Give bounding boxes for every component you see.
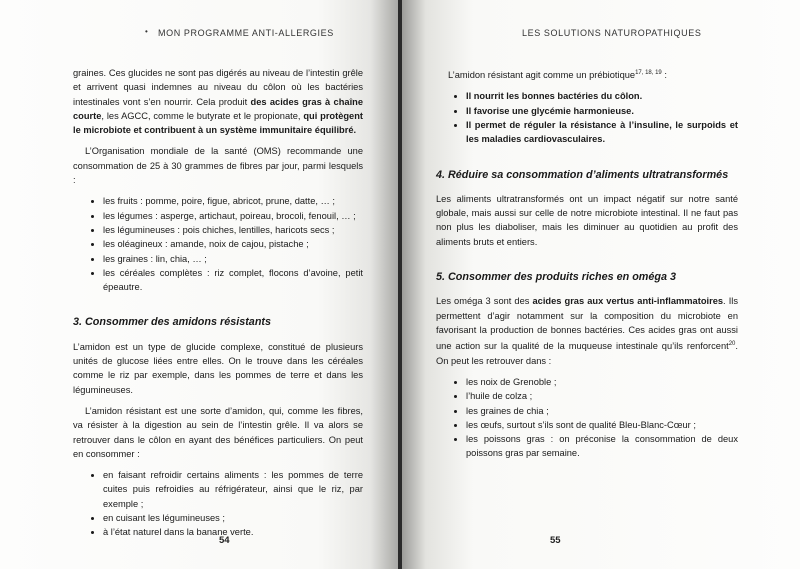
paragraph: L’amidon résistant agit comme un prébiotique$^{17, 18, 19}$ :: [448, 70, 667, 81]
right-page: [402, 0, 800, 569]
omega-list: [436, 375, 738, 461]
paragraph: Les aliments ultratransformés ont un impact négatif sur notre santé globale, mais aussi sur celle de notre microbiote intestinal. Il ne faut pas non plus les diaboliser, mais les diminuer au quotidien au profit des aliments bruts et entiers.: [436, 193, 738, 247]
fiber-list: [73, 194, 363, 294]
section-heading: 3. Consommer des amidons résistants: [73, 316, 272, 329]
list-item: • les noix de Grenoble ;: [466, 375, 738, 389]
list-item: • les légumineuses : pois chiches, lentilles, haricots secs ;: [103, 223, 363, 237]
page-number-left: 54: [219, 535, 230, 546]
list-item: • les légumes : asperge, artichaut, poireau, brocoli, fenouil, … ;: [103, 209, 363, 223]
paragraph: Les oméga 3 sont des acides gras aux vertus anti-inflammatoires. Ils permettent d’agir notamment sur la composition du microbiote en favorisant la production de bonnes bactéries. Ces acides gras ont aussi une action sur la qualité de la muqueuse intestinale qu’ils renforcent$^{20}$. On peut les retrouver dans :: [436, 296, 738, 366]
section-heading: 4. Réduire sa consommation d’aliments ultratransformés: [436, 168, 729, 181]
list-item: • les oléagineux : amande, noix de cajou, pistache ;: [103, 237, 363, 251]
paragraph: L’amidon est un type de glucide complexe, constitué de plusieurs unités de glucose liées entre elles. On le trouve dans les céréales comme le riz par exemple, dans les pommes de terre et dans les légumineuses.: [73, 341, 363, 395]
running-head-left: MON PROGRAMME ANTI-ALLERGIES: [158, 28, 334, 38]
list-item: • les poissons gras : on préconise la consommation de deux poissons gras par semaine.: [466, 432, 738, 461]
list-item: • Il favorise une glycémie harmonieuse.: [466, 104, 738, 118]
list-item: • les graines : lin, chia, … ;: [103, 252, 363, 266]
section-heading: 5. Consommer des produits riches en oméga 3: [436, 271, 676, 284]
list-item: • les céréales complètes : riz complet, flocons d’avoine, petit épeautre.: [103, 266, 363, 295]
list-item: • les graines de chia ;: [466, 404, 738, 418]
paragraph: graines. Ces glucides ne sont pas digérés au niveau de l’intestin grêle et arrivent quasi indemnes au niveau du côlon où les bactéries intestinales vont s’en nourrir. Cela produit des acides gras à chaîne courte, les AGCC, comme le butyrate et le propionate, qui protègent le microbiote et contribuent à un système immunitaire équilibré.: [73, 68, 364, 136]
footnote-ref: 17, 18, 19: [635, 70, 662, 76]
list-item: • les œufs, surtout s’ils sont de qualité Bleu-Blanc-Cœur ;: [466, 418, 738, 432]
list-item: • en faisant refroidir certains aliments : les pommes de terre cuites puis refroidies au réfrigérateur, ainsi que le riz, par exemple ;: [103, 468, 363, 511]
list-item: • à l’état naturel dans la banane verte.: [103, 525, 363, 539]
paragraph: L’Organisation mondiale de la santé (OMS) recommande une consommation de 25 à 30 grammes de fibres par jour, parmi lesquels :: [73, 146, 363, 186]
list-item: • l’huile de colza ;: [466, 389, 738, 403]
list-item: • en cuisant les légumineuses ;: [103, 511, 363, 525]
bullet-mark: •: [145, 27, 148, 36]
running-head-right: LES SOLUTIONS NATUROPATHIQUES: [522, 28, 702, 38]
page-number-right: 55: [550, 535, 561, 546]
list-item: • les fruits : pomme, poire, figue, abricot, prune, datte, … ;: [103, 194, 363, 208]
list-item: • Il nourrit les bonnes bactéries du côlon.: [466, 89, 738, 103]
right-page-body: [436, 66, 738, 468]
left-page: [0, 0, 398, 569]
left-page-body: [73, 66, 363, 547]
list-item: • Il permet de réguler la résistance à l’insuline, le surpoids et les maladies cardiovasculaires.: [466, 118, 738, 147]
prebiotic-list: [436, 89, 738, 146]
footnote-ref: 20: [728, 341, 736, 348]
starch-list: [73, 468, 363, 539]
paragraph: L’amidon résistant est une sorte d’amidon, qui, comme les fibres, va résister à la digestion au sein de l’intestin grêle. Il va alors se retrouver dans le côlon en ayant des bénéfices particuliers. On peut en consommer :: [73, 405, 363, 459]
